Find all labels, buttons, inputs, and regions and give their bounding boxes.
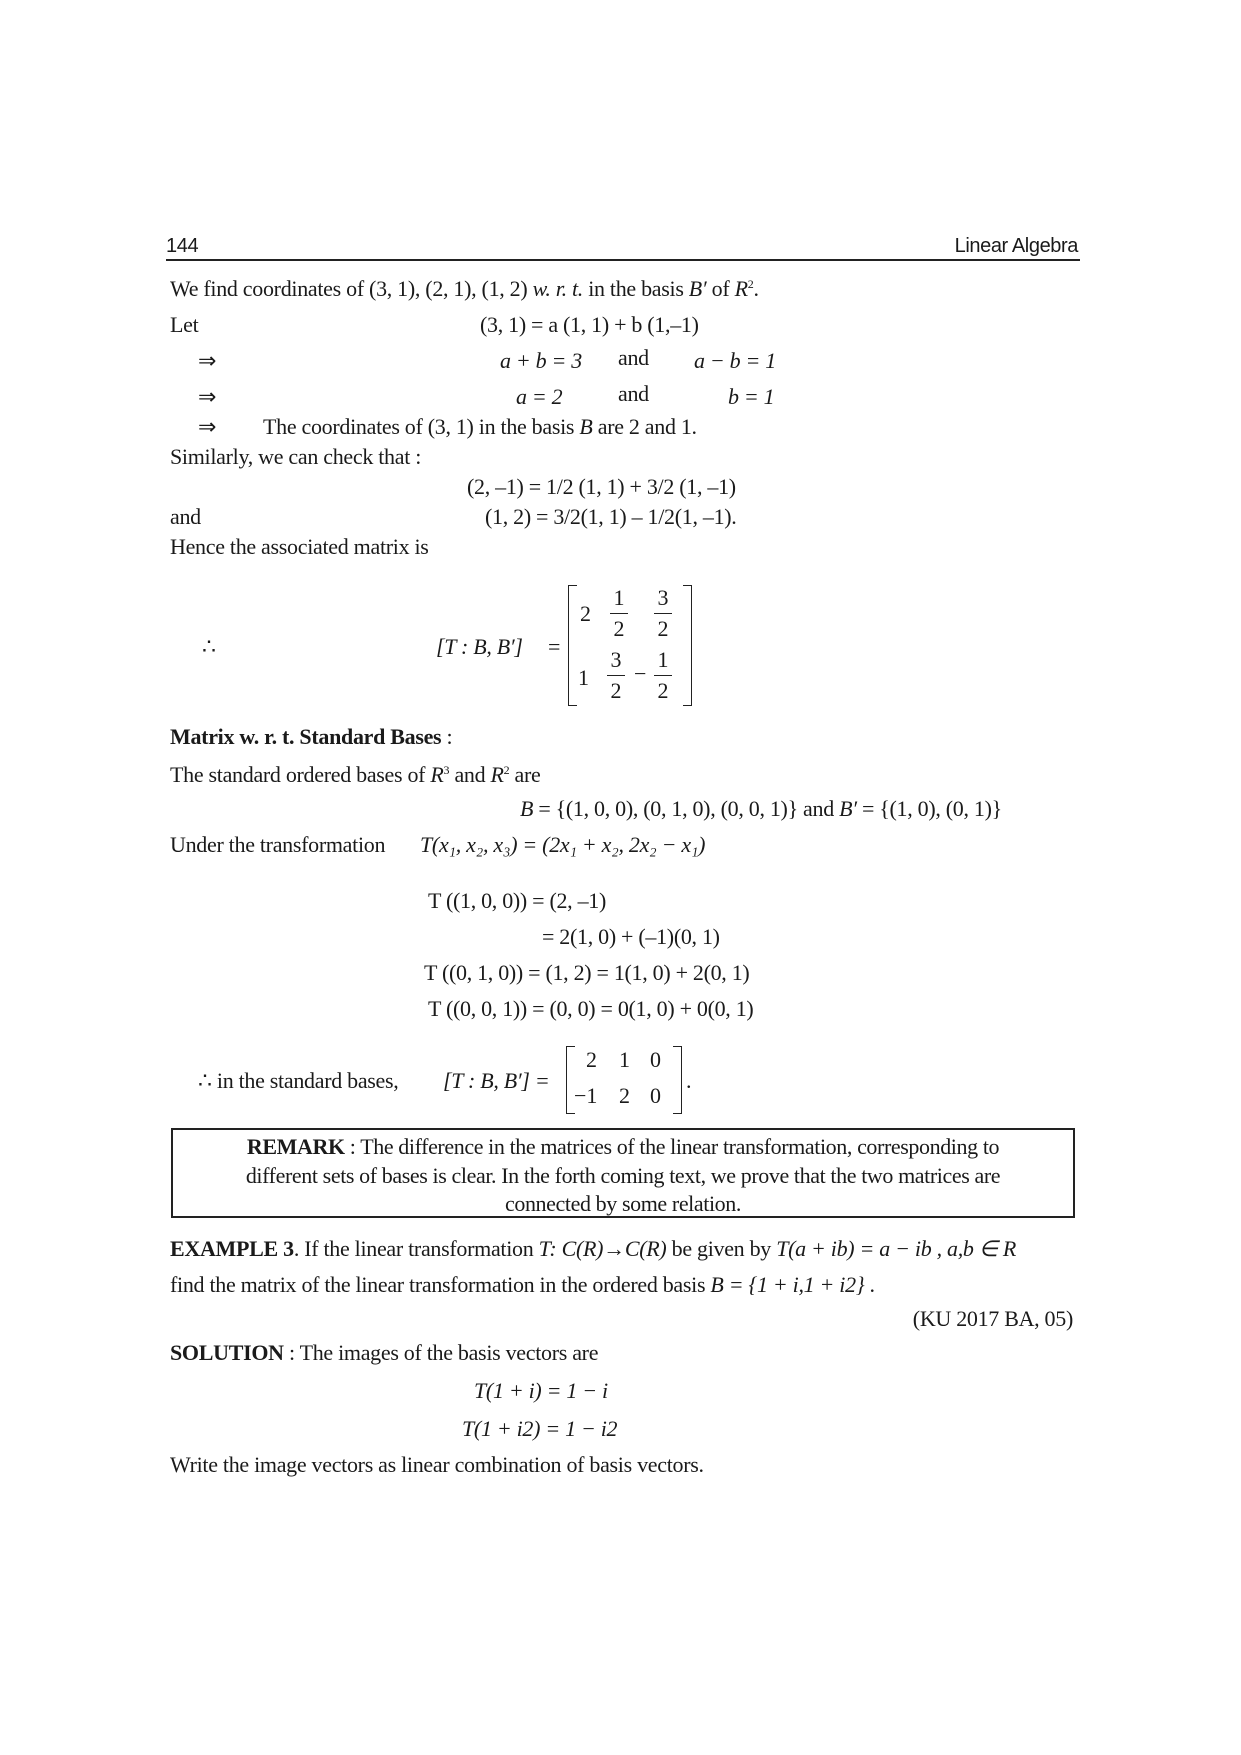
bases-equation xyxy=(520,796,1002,822)
matrix1-cell: 1 xyxy=(578,665,589,690)
equation-2-and: and xyxy=(618,345,649,370)
bases-sup2: 2 xyxy=(503,763,510,777)
bases-eq-B: B xyxy=(520,796,534,821)
example-basis: B = {1 + i,1 + i2} xyxy=(710,1272,865,1297)
matrix2-cell: 0 xyxy=(650,1047,661,1072)
example-statement xyxy=(170,1236,1016,1262)
intro-text: of xyxy=(706,276,735,301)
matrix2-cell: −1 xyxy=(574,1083,598,1108)
bases-eq-Bprime: B′ xyxy=(839,796,857,821)
conclusion-text: The coordinates of (3, 1) in the basis xyxy=(263,414,580,439)
right-bracket xyxy=(683,585,692,706)
equation-4: (2, –1) = 1/2 (1, 1) + 3/2 (1, –1) xyxy=(467,474,736,499)
equation-2-left: a + b = 3 xyxy=(500,348,582,373)
intro-wrt: w. r. t. xyxy=(532,276,583,301)
equation-3-and: and xyxy=(618,381,649,406)
coordinates-conclusion xyxy=(263,414,697,440)
matrix1-cell: 2 xyxy=(580,601,591,626)
matrix1-fraction: 3 2 xyxy=(607,647,625,704)
implies-icon: ⇒ xyxy=(198,384,217,409)
intro-paragraph xyxy=(170,276,759,302)
left-bracket xyxy=(568,585,577,706)
remark-text: : The difference in the matrices of the linear transformation, corresponding to xyxy=(344,1134,1000,1159)
intro-text: . xyxy=(753,276,759,301)
solution-text: : The images of the basis vectors are xyxy=(283,1340,599,1365)
equation-2-right: a − b = 1 xyxy=(694,348,776,373)
implies-icon: ⇒ xyxy=(198,414,217,439)
header-rule xyxy=(166,259,1080,261)
running-title: Linear Algebra xyxy=(954,235,1078,257)
image-equation: = 2(1, 0) + (–1)(0, 1) xyxy=(542,924,720,949)
bases-R3: R xyxy=(430,762,444,787)
under-transformation-text: Under the transformation xyxy=(170,832,386,857)
example-text: find the matrix of the linear transformation in the ordered basis xyxy=(170,1272,711,1297)
matrix2-cell: 2 xyxy=(619,1083,630,1108)
matrix1-fraction: 1 2 xyxy=(654,647,672,704)
bases-text-c: are xyxy=(509,762,541,787)
solution-intro xyxy=(170,1340,598,1366)
example-text: be given by xyxy=(666,1236,777,1261)
image-equation: T ((0, 0, 1)) = (0, 0) = 0(1, 0) + 0(0, 1) xyxy=(428,996,754,1021)
bases-R2: R xyxy=(490,762,504,787)
equation-1: (3, 1) = a (1, 1) + b (1,–1) xyxy=(480,312,699,337)
matrix2-cell: 2 xyxy=(586,1047,597,1072)
matrix1 xyxy=(568,585,692,706)
intro-sup: 2 xyxy=(747,277,754,291)
example-label: EXAMPLE 3 xyxy=(170,1236,294,1261)
bases-eq-rest: = {(1, 0, 0), (0, 1, 0), (0, 0, 1)} and xyxy=(533,796,840,821)
bases-text-a: The standard ordered bases of xyxy=(170,762,431,787)
matrix1-fraction: 3 2 xyxy=(654,585,672,642)
matrix2-period: . xyxy=(686,1068,692,1093)
hence-text: Hence the associated matrix is xyxy=(170,534,429,559)
remark-box xyxy=(171,1128,1075,1218)
matrix2-cell: 0 xyxy=(650,1083,661,1108)
intro-basis: B′ xyxy=(688,276,707,301)
section-heading-text: Matrix w. r. t. Standard Bases xyxy=(170,724,442,749)
matrix2 xyxy=(566,1046,682,1114)
intro-text: in the basis xyxy=(583,276,689,301)
example-text: . If the linear transformation xyxy=(293,1236,539,1261)
solution-closing: Write the image vectors as linear combination of basis vectors. xyxy=(170,1452,704,1477)
matrix2-cell: 1 xyxy=(619,1047,630,1072)
image-equation: T ((0, 1, 0)) = (1, 2) = 1(1, 0) + 2(0, 1) xyxy=(424,960,750,985)
example-map: T: C(R)→C(R) xyxy=(538,1236,667,1261)
remark-label: REMARK xyxy=(246,1134,345,1159)
solution-equation-2: T(1 + i2) = 1 − i2 xyxy=(462,1416,618,1441)
equation-3-left: a = 2 xyxy=(516,384,563,409)
transformation-formula: T(x₁, x₂, x₃) = (2x₁ + x₂, 2x₂ − x₁) xyxy=(420,832,706,857)
page-number: 144 xyxy=(166,235,199,257)
matrix1-minus: − xyxy=(634,661,647,686)
image-equation: T ((1, 0, 0)) = (2, –1) xyxy=(428,888,607,913)
solution-label: SOLUTION xyxy=(170,1340,284,1365)
example-text: . xyxy=(864,1272,875,1297)
bases-sup3: 3 xyxy=(443,763,450,777)
conclusion-text: are 2 and 1. xyxy=(592,414,697,439)
similarly-text: Similarly, we can check that : xyxy=(170,444,422,469)
matrix1-label: [T : B, B′] xyxy=(436,634,523,659)
matrix1-equals: = xyxy=(548,634,561,659)
equation-5: (1, 2) = 3/2(1, 1) – 1/2(1, –1). xyxy=(485,504,737,529)
let-label: Let xyxy=(170,312,199,337)
matrix2-label: [T : B, B′] = xyxy=(443,1068,550,1093)
intro-R: R xyxy=(734,276,748,301)
equation-3-right: b = 1 xyxy=(728,384,775,409)
therefore-icon: ∴ xyxy=(202,634,216,659)
remark-line-1 xyxy=(173,1134,1073,1160)
example-formula: T(a + ib) = a − ib , a,b ∈ R xyxy=(776,1236,1017,1261)
section-heading-colon: : xyxy=(441,724,453,749)
implies-icon: ⇒ xyxy=(198,348,217,373)
example-line-2 xyxy=(170,1272,875,1298)
bases-eq-rest2: = {(1, 0), (0, 1)} xyxy=(856,796,1002,821)
solution-equation-1: T(1 + i) = 1 − i xyxy=(474,1378,608,1403)
remark-line-3: connected by some relation. xyxy=(504,1191,741,1216)
remark-line-2: different sets of bases is clear. In the forth coming text, we prove that the two matrices are xyxy=(245,1163,1001,1188)
intro-text: We find coordinates of (3, 1), (2, 1), (1, 2) xyxy=(170,276,533,301)
bases-text xyxy=(170,762,541,788)
standard-bases-prefix: ∴ in the standard bases, xyxy=(198,1068,399,1093)
section-heading xyxy=(170,724,452,750)
right-bracket xyxy=(673,1046,682,1114)
and-label: and xyxy=(170,504,201,529)
example-reference: (KU 2017 BA, 05) xyxy=(912,1306,1073,1331)
conclusion-basis: B xyxy=(579,414,593,439)
bases-text-b: and xyxy=(449,762,491,787)
matrix1-fraction: 1 2 xyxy=(610,585,628,642)
